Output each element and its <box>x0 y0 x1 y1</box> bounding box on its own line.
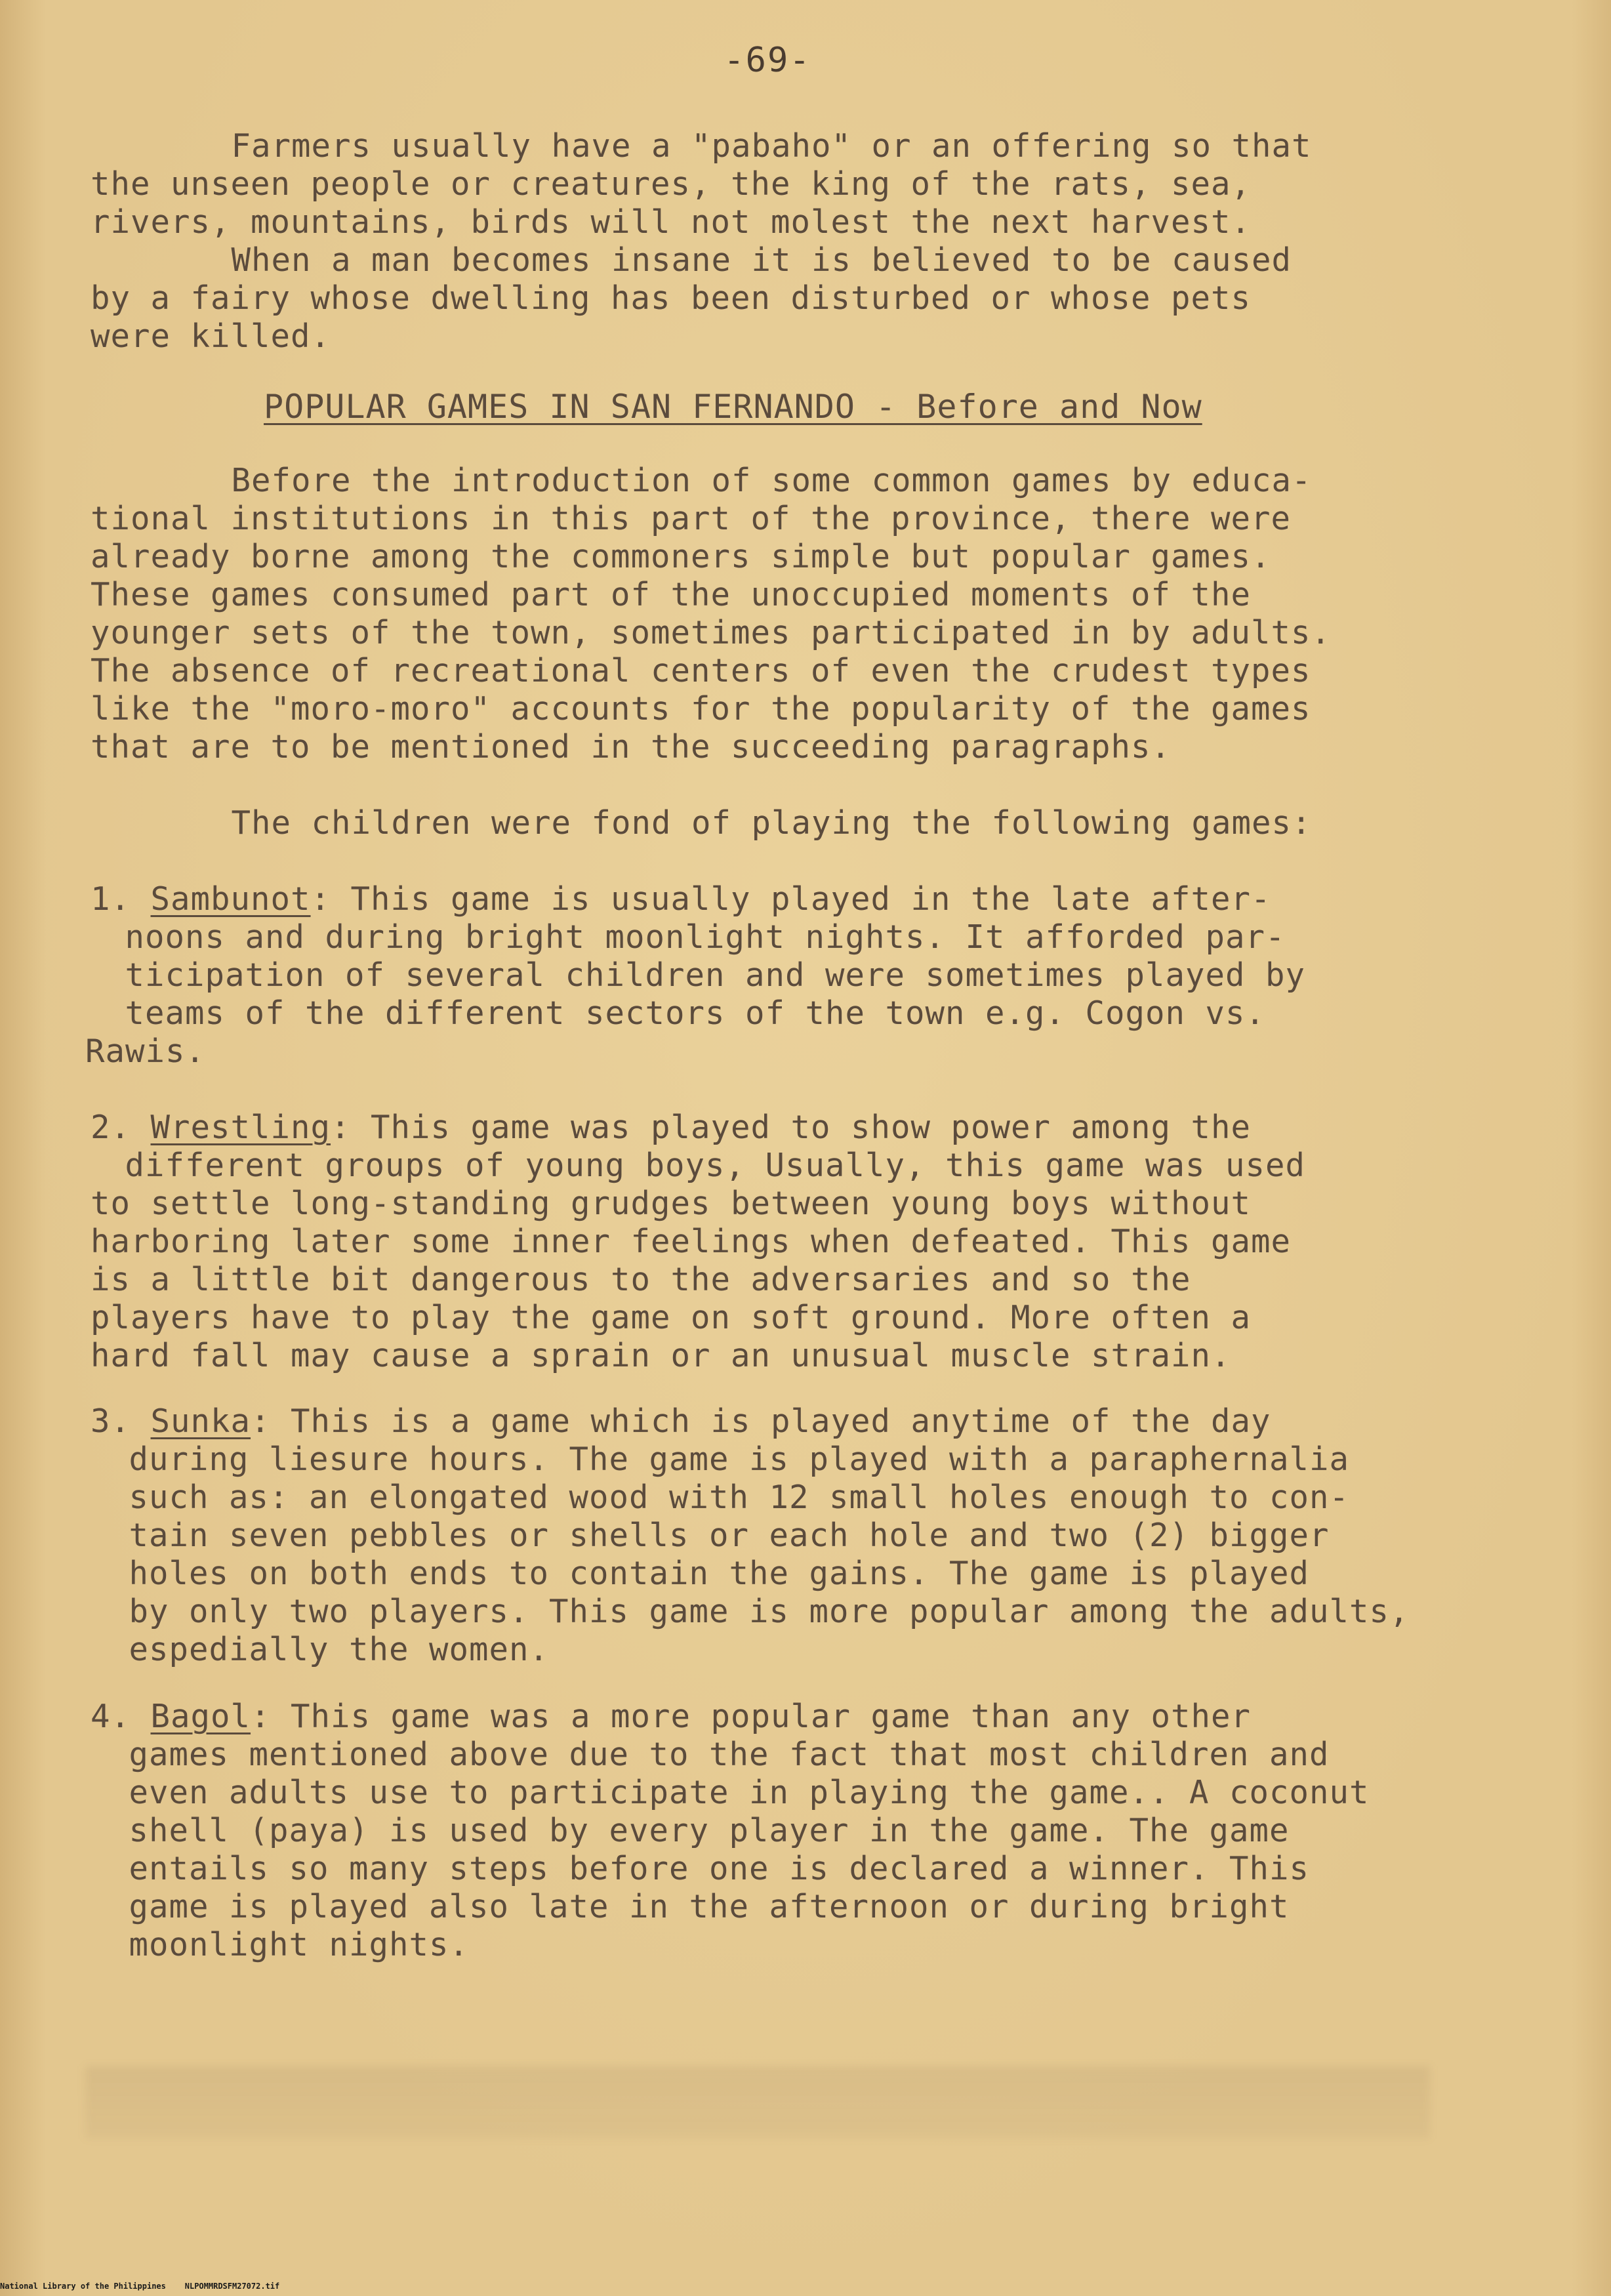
games-line-4: These games consumed part of the unoccupied moments of the <box>91 576 1252 613</box>
item-3-line: espedially the women. <box>109 1631 550 1668</box>
intro-line-2: the unseen people or creatures, the king of the rats, sea, <box>91 165 1271 203</box>
section-heading: POPULAR GAMES IN SAN FERNANDO - Before and Now <box>264 388 1202 426</box>
item-1-line: Rawis. <box>85 1033 206 1070</box>
item-4-line: even adults use to participate in playing the game.. A coconut <box>109 1774 1370 1811</box>
item-4-line: shell (paya) is used by every player in the game. The game <box>109 1812 1290 1849</box>
intro-line-3: rivers, mountains, birds will not molest the next harvest. <box>91 203 1252 241</box>
item-2-line: harboring later some inner feelings when defeated. This game <box>91 1223 1292 1260</box>
item-4-line: game is played also late in the afternoon or during bright <box>109 1888 1290 1925</box>
item-3-first-rest: : This is a game which is played anytime of the day <box>251 1403 1271 1440</box>
item-2-line: different groups of young boys, Usually, this game was used <box>105 1147 1306 1184</box>
item-3-first-line <box>91 1403 1271 1441</box>
bleed-through <box>85 2066 1430 2139</box>
games-line-5: younger sets of the town, sometimes participated in by adults. <box>91 614 1332 651</box>
intro-line-5: by a fairy whose dwelling has been disturbed or whose pets <box>91 279 1252 317</box>
games-line-6: The absence of recreational centers of even the crudest types <box>91 652 1311 689</box>
intro-line-6: were killed. <box>91 318 331 355</box>
item-2-line: players have to play the game on soft ground. More often a <box>91 1299 1252 1336</box>
intro-line-4: When a man becomes insane it is believed to be caused <box>131 241 1292 279</box>
item-2-line: hard fall may cause a sprain or an unusual muscle strain. <box>91 1337 1231 1374</box>
item-1-line: teams of the different sectors of the town e.g. Cogon vs. <box>105 994 1266 1032</box>
games-line-7: like the "moro-moro" accounts for the popularity of the games <box>91 690 1311 728</box>
item-4-line: games mentioned above due to the fact that most children and <box>109 1736 1330 1773</box>
item-1-term: Sambunot <box>150 880 311 918</box>
children-line: The children were fond of playing the following games: <box>131 804 1312 842</box>
item-2-first-rest: : This game was played to show power among the <box>331 1109 1252 1146</box>
games-line-8: that are to be mentioned in the succeeding paragraphs. <box>91 728 1172 766</box>
item-2-line: is a little bit dangerous to the adversaries and so the <box>91 1261 1212 1298</box>
item-4-first-line <box>91 1698 1251 1736</box>
item-4-first-rest: : This game was a more popular game than any other <box>251 1698 1252 1735</box>
item-1-first-rest: : This game is usually played in the late after- <box>310 880 1271 918</box>
item-3-line: such as: an elongated wood with 12 small holes enough to con- <box>109 1479 1350 1516</box>
item-4-line: moonlight nights. <box>109 1926 470 1963</box>
item-1-number: 1. <box>91 880 151 918</box>
intro-line-1: Farmers usually have a "pabaho" or an offering so that <box>131 127 1312 165</box>
item-3-line: tain seven pebbles or shells or each hole and two (2) bigger <box>109 1517 1330 1554</box>
item-2-first-line <box>91 1109 1251 1147</box>
item-1-line: ticipation of several children and were sometimes played by <box>105 956 1306 994</box>
item-2-line: to settle long-standing grudges between young boys without <box>91 1185 1252 1222</box>
item-3-line: during liesure hours. The game is played with a paraphernalia <box>109 1441 1350 1478</box>
item-3-number: 3. <box>91 1403 151 1440</box>
item-3-term: Sunka <box>150 1403 251 1440</box>
item-4-line: entails so many steps before one is declared a winner. This <box>109 1850 1310 1887</box>
item-2-term: Wrestling <box>150 1109 331 1146</box>
games-line-3: already borne among the commoners simple but popular games. <box>91 538 1271 575</box>
item-3-line: by only two players. This game is more popular among the adults, <box>109 1593 1410 1630</box>
archive-footer-label: National Library of the Philippines NLPOMMRDSFM27072.tif <box>0 2282 280 2291</box>
item-4-number: 4. <box>91 1698 151 1735</box>
item-1-first-line <box>91 880 1271 918</box>
item-4-term: Bagol <box>150 1698 251 1735</box>
games-line-2: tional institutions in this part of the province, there were <box>91 500 1292 537</box>
item-2-number: 2. <box>91 1109 151 1146</box>
page-number: -69- <box>724 41 811 80</box>
games-line-1: Before the introduction of some common games by educa- <box>131 462 1312 499</box>
item-3-line: holes on both ends to contain the gains. The game is played <box>109 1555 1310 1592</box>
item-1-line: noons and during bright moonlight nights. It afforded par- <box>105 918 1286 956</box>
